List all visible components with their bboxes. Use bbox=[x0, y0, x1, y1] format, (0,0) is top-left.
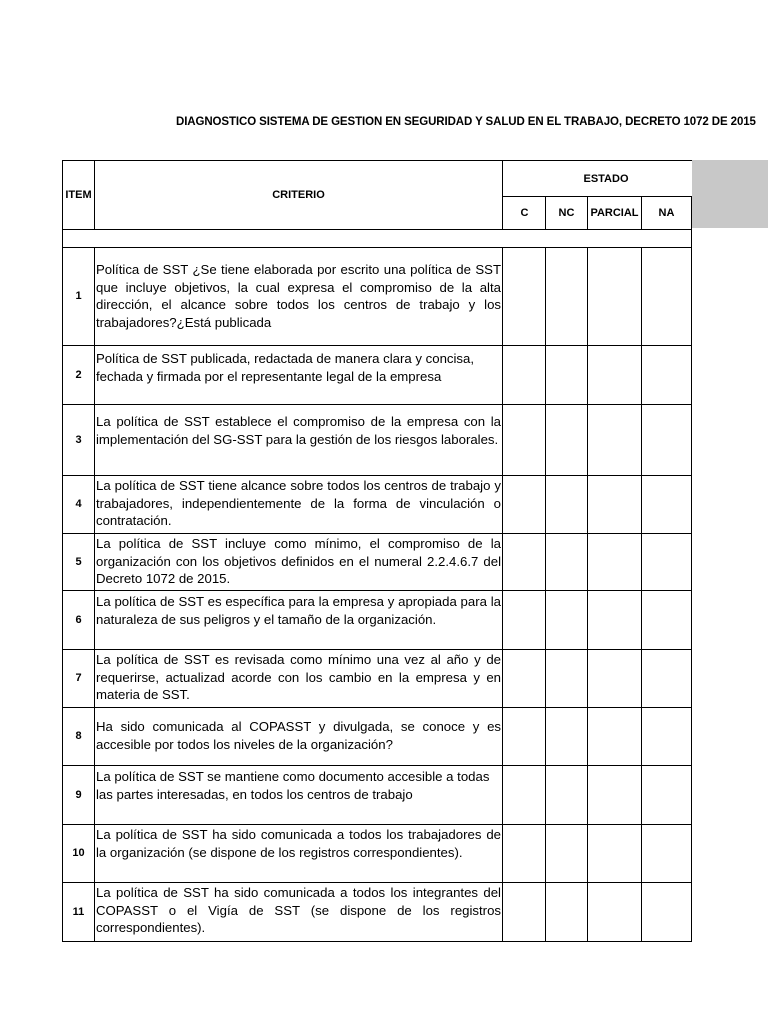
grid-line-v bbox=[691, 247, 692, 942]
row-5-criterio: La política de SST incluye como mínimo, el compromiso de la organización con los objetivos definidos en el numeral 2.2.4.6.7 del Decreto 1072 de 2015. bbox=[96, 536, 501, 586]
grid-line-v bbox=[691, 229, 692, 248]
row-6-item: 6 bbox=[75, 613, 82, 626]
row-5-item: 5 bbox=[75, 555, 82, 568]
grid-line-v bbox=[587, 196, 588, 230]
row-10-item: 10 bbox=[72, 847, 85, 859]
grid-line-v bbox=[641, 247, 642, 942]
grid-line-h bbox=[502, 196, 692, 197]
grid-line-h bbox=[62, 707, 692, 708]
header-estado-group bbox=[503, 161, 692, 197]
grid-line-h bbox=[62, 475, 692, 476]
grid-line-v bbox=[545, 196, 546, 230]
row-4-criterio: La política de SST tiene alcance sobre todos los centros de trabajo y trabajadores, independientemente de la forma de vinculación o contratación. bbox=[96, 478, 501, 528]
grid-line-v bbox=[62, 229, 63, 248]
row-4-item: 4 bbox=[75, 498, 82, 510]
header-estado-label: ESTADO bbox=[583, 173, 629, 185]
grid-line-h bbox=[62, 882, 692, 883]
grid-line-h bbox=[62, 229, 692, 230]
header-item: ITEM bbox=[65, 189, 92, 201]
row-11-item: 11 bbox=[72, 905, 85, 918]
header-parcial: PARCIAL bbox=[590, 207, 639, 219]
grid-line-h bbox=[62, 765, 692, 766]
row-9-item: 9 bbox=[75, 788, 82, 801]
grid-line-v bbox=[94, 160, 95, 230]
header-criterio: CRITERIO bbox=[272, 189, 325, 201]
grid-line-v bbox=[587, 247, 588, 942]
row-8-criterio: Ha sido comunicada al COPASST y divulgada, se conoce y es accesible por todos los niveles de la organización? bbox=[96, 719, 501, 752]
grid-line-h bbox=[62, 345, 692, 346]
header-gray-fill bbox=[692, 160, 768, 228]
grid-line-h bbox=[62, 160, 692, 161]
document-title: DIAGNOSTICO SISTEMA DE GESTION EN SEGURIDAD Y SALUD EN EL TRABAJO, DECRETO 1072 DE 2015 bbox=[176, 116, 756, 128]
row-7-item: 7 bbox=[75, 672, 82, 684]
header-nc: NC bbox=[558, 207, 575, 219]
grid-line-h bbox=[62, 533, 692, 534]
grid-line-h bbox=[62, 404, 692, 405]
grid-line-h bbox=[62, 824, 692, 825]
row-1-item: 1 bbox=[75, 290, 82, 302]
row-2-criterio: Política de SST publicada, redactada de manera clara y concisa, fechada y firmada por el representante legal de la empresa bbox=[96, 351, 475, 384]
row-6-criterio: La política de SST es específica para la empresa y apropiada para la naturaleza de sus peligros y el tamaño de la organización. bbox=[96, 594, 501, 627]
grid-line-v bbox=[94, 247, 95, 942]
row-8-item: 8 bbox=[75, 730, 82, 742]
row-3-item: 3 bbox=[75, 433, 82, 446]
grid-line-v bbox=[641, 196, 642, 230]
row-2-item: 2 bbox=[75, 368, 82, 381]
row-10-criterio: La política de SST ha sido comunicada a todos los trabajadores de la organización (se dispone de los registros correspondientes). bbox=[96, 827, 501, 860]
grid-line-v bbox=[62, 247, 63, 942]
grid-line-h bbox=[62, 590, 692, 591]
row-9-criterio: La política de SST se mantiene como documento accesible a todas las partes interesadas, en todos los centros de trabajo bbox=[96, 769, 490, 802]
header-na: NA bbox=[658, 207, 675, 219]
grid-line-h bbox=[62, 247, 692, 248]
grid-line-h bbox=[62, 941, 692, 942]
row-7-criterio: La política de SST es revisada como mínimo una vez al año y de requerirse, actualizad acorde con los cambio en la empresa y en materia de SST. bbox=[96, 652, 501, 702]
grid-line-v bbox=[62, 160, 63, 230]
grid-line-v bbox=[691, 196, 692, 230]
header-c: C bbox=[520, 207, 529, 219]
grid-line-h bbox=[62, 649, 692, 650]
grid-line-v bbox=[502, 160, 503, 230]
row-1-criterio: Política de SST ¿Se tiene elaborada por escrito una política de SST que incluye objetivos, la cual expresa el compromiso de la alta dirección, el alcance sobre todos los centros de trabajo y los trabajadores?¿Está publicada bbox=[96, 262, 501, 330]
row-3-criterio: La política de SST establece el compromiso de la empresa con la implementación del SG-SST para la gestión de los riesgos laborales. bbox=[96, 414, 501, 447]
grid-line-v bbox=[545, 247, 546, 942]
grid-line-v bbox=[502, 247, 503, 942]
row-11-criterio: La política de SST ha sido comunicada a todos los integrantes del COPASST o el Vigía de SST (se dispone de los registros correspondientes). bbox=[96, 885, 501, 935]
